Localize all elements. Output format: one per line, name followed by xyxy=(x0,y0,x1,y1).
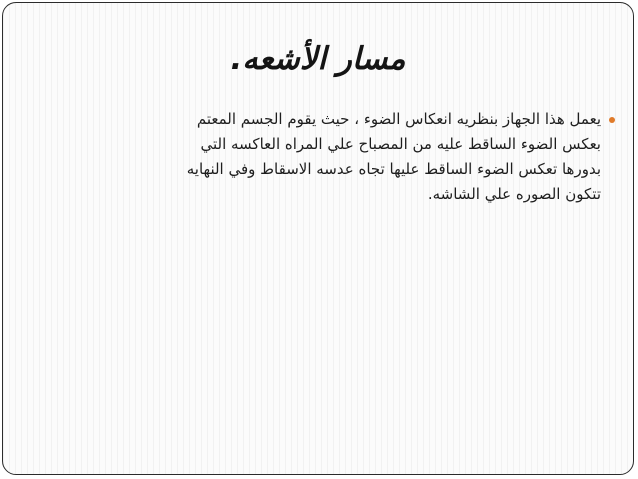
bullet-text xyxy=(95,107,601,207)
bullet-dot-icon xyxy=(609,117,615,123)
bullet-line: يعمل هذا الجهاز بنظريه انعكاس الضوء ، حيث يقوم الجسم المعتم xyxy=(196,110,601,128)
bullet-line: تتكون الصوره علي الشاشه. xyxy=(427,185,601,203)
slide-title: مسار الأشعه. xyxy=(230,41,406,77)
bullet-line: بعكس الضوء الساقط عليه من المصباح علي المراه العاكسه التي xyxy=(200,135,601,153)
slide-body xyxy=(95,107,615,207)
slide-frame xyxy=(2,2,634,475)
bullet-line: بدورها تعكس الضوء الساقط عليها تجاه عدسه الاسقاط وفي النهايه xyxy=(186,160,601,178)
bullet-item xyxy=(95,107,615,207)
